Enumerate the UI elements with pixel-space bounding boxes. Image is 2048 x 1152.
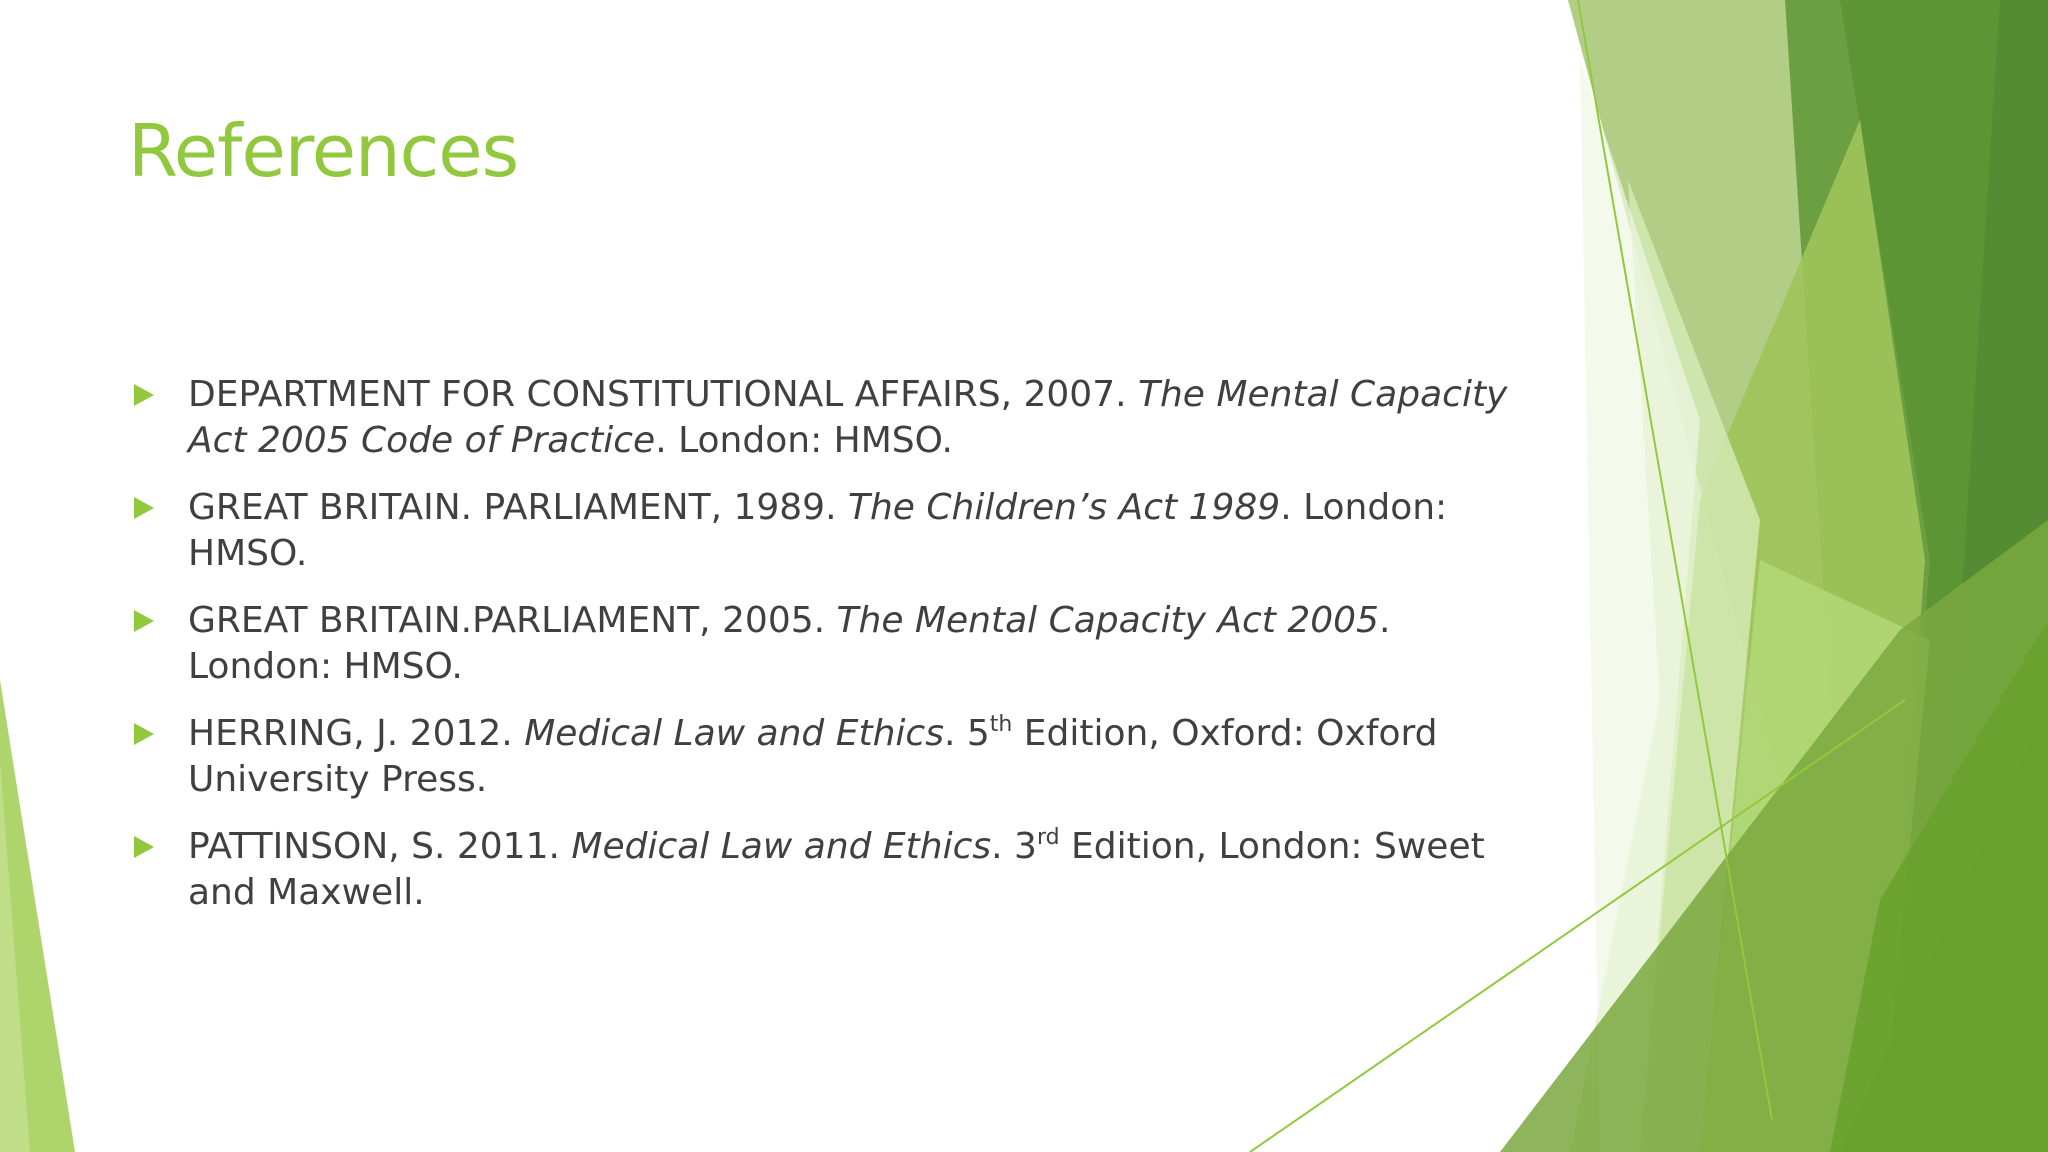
list-item [132, 598, 1532, 690]
reference-authors: PATTINSON, S. 2011. [188, 826, 572, 867]
list-item [132, 372, 1532, 464]
reference-publisher: . 3 [991, 826, 1037, 867]
list-item [132, 824, 1532, 916]
reference-authors: GREAT BRITAIN. PARLIAMENT, 1989. [188, 487, 848, 528]
reference-publisher: . 5 [943, 713, 990, 754]
triangle-bullet-icon [134, 723, 154, 745]
reference-authors: HERRING, J. 2012. [188, 713, 525, 754]
reference-publisher: . London: HMSO. [188, 600, 1391, 687]
reference-superscript: rd [1036, 825, 1060, 850]
reference-title: Medical Law and Ethics [524, 713, 944, 754]
page-title: References [128, 109, 519, 193]
reference-tail: Edition, London: Sweet and Maxwell. [188, 826, 1485, 913]
triangle-bullet-icon [134, 610, 154, 632]
reference-title: The Mental Capacity Act 2005 Code of Practice [188, 374, 1508, 461]
triangle-bullet-icon [134, 384, 154, 406]
list-item [132, 485, 1532, 577]
reference-list [132, 372, 1532, 937]
reference-publisher: . London: HMSO. [188, 487, 1448, 574]
triangle-bullet-icon [134, 497, 154, 519]
triangle-bullet-icon [134, 836, 154, 858]
list-item [132, 711, 1532, 803]
reference-authors: GREAT BRITAIN.PARLIAMENT, 2005. [188, 600, 837, 641]
reference-authors: DEPARTMENT FOR CONSTITUTIONAL AFFAIRS, 2007. [188, 374, 1138, 415]
reference-superscript: th [989, 712, 1013, 737]
reference-publisher: . London: HMSO. [655, 420, 953, 461]
reference-title: Medical Law and Ethics [571, 826, 992, 867]
reference-tail: Edition, Oxford: Oxford University Press. [188, 713, 1438, 800]
reference-title: The Children’s Act 1989 [847, 487, 1281, 528]
reference-title: The Mental Capacity Act 2005 [836, 600, 1379, 641]
